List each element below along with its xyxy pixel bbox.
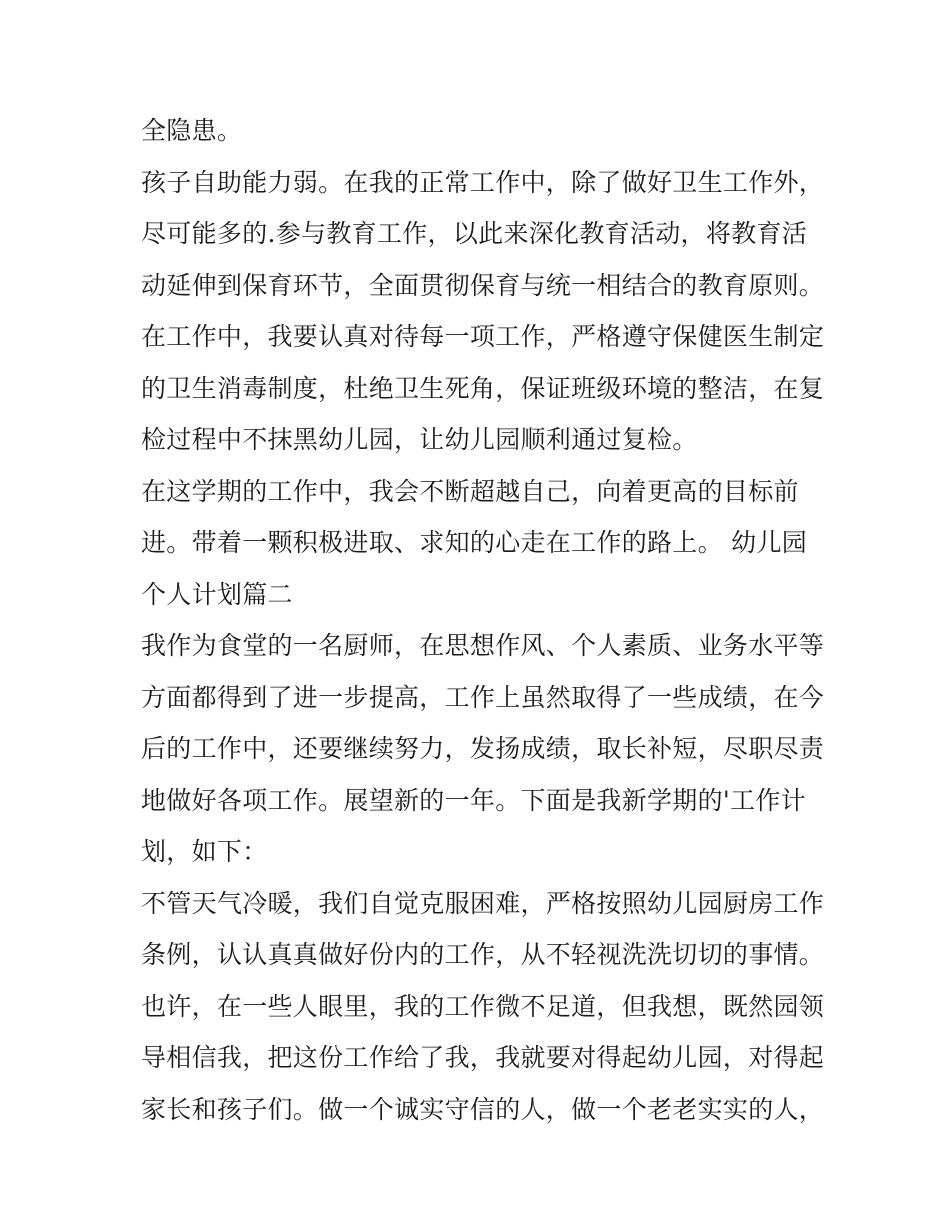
text-line: 后的工作中，还要继续努力，发扬成绩，取长补短，尽职尽责 xyxy=(141,734,825,763)
text-line: 方面都得到了进一步提高，工作上虽然取得了一些成绩，在今 xyxy=(141,682,825,712)
text-line: 全隐患。 xyxy=(141,116,243,145)
text-line: 我作为食堂的一名厨师，在思想作风、个人素质、业务水平等 xyxy=(141,631,825,660)
text-line: 导相信我，把这份工作给了我，我就要对得起幼儿园，对得起 xyxy=(141,1043,825,1072)
text-line: 也许，在一些人眼里，我的工作微不足道，但我想，既然园领 xyxy=(141,991,825,1021)
body-text xyxy=(141,105,825,1135)
text-line: 在工作中，我要认真对待每一项工作，严格遵守保健医生制定 xyxy=(141,322,825,351)
text-line: 家长和孩子们。做一个诚实守信的人，做一个老老实实的人， xyxy=(141,1094,825,1124)
text-line: 动延伸到保育环节，全面贯彻保育与统一相结合的教育原则。 xyxy=(141,270,825,300)
text-line: 条例，认认真真做好份内的工作，从不轻视洗洗切切的事情。 xyxy=(141,940,825,969)
text-line: 尽可能多的.参与教育工作，以此来深化教育活动，将教育活 xyxy=(141,219,808,248)
text-line: 进。带着一颗积极进取、求知的心走在工作的路上。 幼儿园 xyxy=(141,528,808,557)
text-line: 地做好各项工作。展望新的一年。下面是我新学期的'工作计 xyxy=(141,785,806,815)
text-line: 孩子自助能力弱。在我的正常工作中，除了做好卫生工作外， xyxy=(141,167,825,197)
text-line: 划，如下： xyxy=(141,837,268,866)
section-heading: 个人计划篇二 xyxy=(141,579,293,609)
text-line: 在这学期的工作中，我会不断超越自己，向着更高的目标前 xyxy=(141,476,799,506)
text-line: 检过程中不抹黑幼儿园，让幼儿园顺利通过复检。 xyxy=(141,425,698,454)
text-line: 不管天气冷暖，我们自觉克服困难，严格按照幼儿园厨房工作 xyxy=(141,888,825,918)
text-line: 的卫生消毒制度，杜绝卫生死角，保证班级环境的整洁，在复 xyxy=(141,373,825,403)
